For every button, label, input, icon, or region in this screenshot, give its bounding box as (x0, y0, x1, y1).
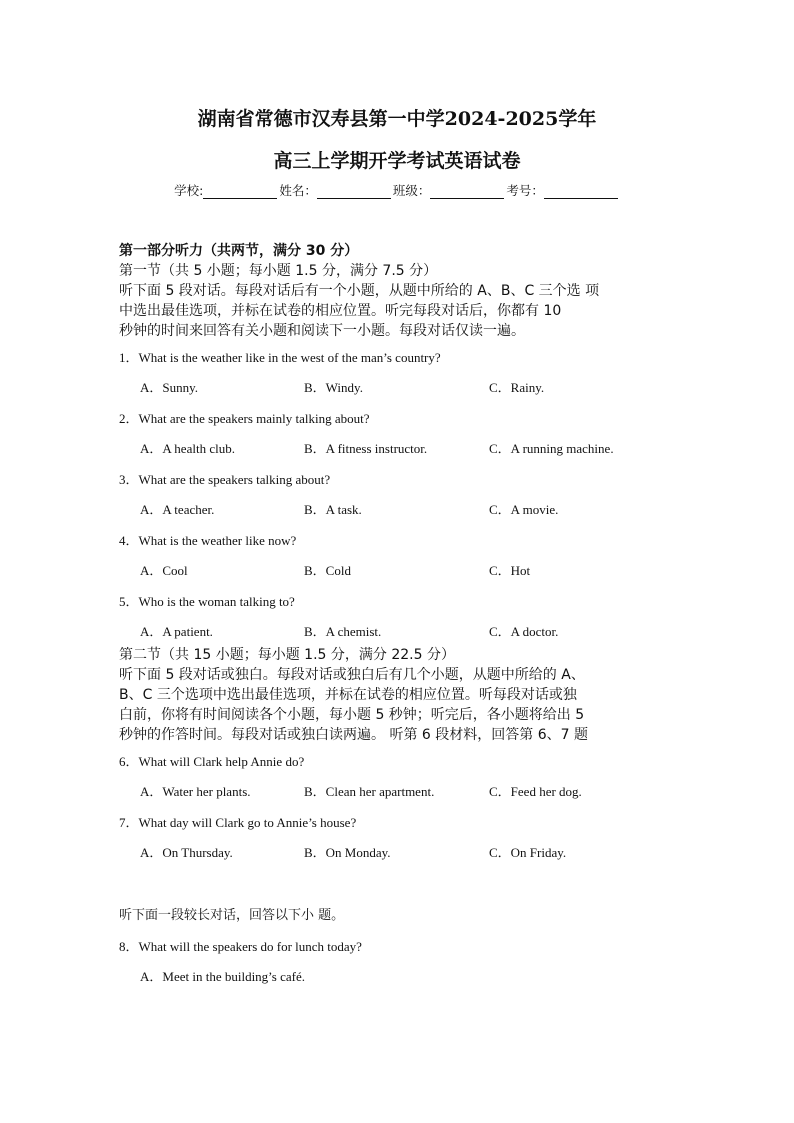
number-blank (544, 185, 618, 199)
question-options (119, 968, 679, 986)
question-options (119, 501, 679, 519)
name-label: 姓名： (279, 183, 317, 198)
question-options (119, 379, 679, 397)
part1-heading: 第一部分听力（共两节，满分 30 分） (119, 243, 359, 259)
option-c: C．A movie. (489, 502, 559, 517)
option-b: B．Clean her apartment. (304, 784, 435, 799)
option-c: C．A doctor. (489, 624, 559, 639)
option-a: A．Meet in the building’s café. (140, 969, 305, 984)
option-b: B．A fitness instructor. (304, 441, 428, 456)
question-stem: 1．What is the weather like in the west of the man’s country? (119, 350, 441, 365)
option-a: A．On Thursday. (140, 845, 233, 860)
option-a: A．A patient. (140, 624, 213, 639)
section2-heading: 第二节（共 15 小题；每小题 1.5 分，满分 22.5 分） (119, 647, 455, 663)
student-info-row (0, 181, 794, 199)
class-blank (430, 185, 504, 199)
exam-title-line2: 高三上学期开学考试英语试卷 (273, 150, 521, 172)
question-options (119, 562, 679, 580)
school-label: 学校: (174, 183, 204, 198)
name-blank (317, 185, 391, 199)
section1-heading: 第一节（共 5 小题；每小题 1.5 分，满分 7.5 分） (119, 263, 438, 279)
option-c: C．Rainy. (489, 380, 545, 395)
section2-instruction-line: 听下面 5 段对话或独白。每段对话或独白后有几个小题，从题中所给的 A、 (119, 667, 585, 683)
school-blank (203, 185, 277, 199)
option-a: A．Sunny. (140, 380, 199, 395)
option-b: B．Cold (304, 563, 351, 578)
option-a: A．Water her plants. (140, 784, 251, 799)
option-b: B．A chemist. (304, 624, 382, 639)
section2-instruction-line: B、C 三个选项中选出最佳选项，并标在试卷的相应位置。听每段对话或独 (119, 687, 577, 703)
question-stem: 7．What day will Clark go to Annie’s house? (119, 815, 357, 830)
option-c: C．Hot (489, 563, 531, 578)
section1-instruction-line: 秒钟的时间来回答有关小题和阅读下一小题。每段对话仅读一遍。 (119, 323, 525, 339)
option-a: A．Cool (140, 563, 188, 578)
question-stem: 3．What are the speakers talking about? (119, 472, 331, 487)
section2-instruction-line: 白前，你将有时间阅读各个小题，每小题 5 秒钟；听完后，各小题将给出 5 (119, 707, 585, 723)
question-stem: 5．Who is the woman talking to? (119, 594, 295, 609)
question-stem: 4．What is the weather like now? (119, 533, 297, 548)
option-c: C．On Friday. (489, 845, 567, 860)
option-b: B．A task. (304, 502, 362, 517)
question-stem: 2．What are the speakers mainly talking about? (119, 411, 370, 426)
class-label: 班级： (392, 183, 431, 198)
option-c: C．Feed her dog. (489, 784, 582, 799)
question-stem: 8．What will the speakers do for lunch today? (119, 939, 362, 954)
number-label: 考号： (506, 183, 544, 198)
question-stem: 6．What will Clark help Annie do? (119, 754, 305, 769)
question-options (119, 783, 679, 801)
section1-instruction-line: 听下面 5 段对话。每段对话后有一个小题，从题中所给的 A、B、C 三个选 项 (119, 283, 600, 299)
section1-instruction-line: 中选出最佳选项，并标在试卷的相应位置。听完每段对话后，你都有 10 (119, 303, 562, 319)
option-a: A．A health club. (140, 441, 235, 456)
option-c: C．A running machine. (489, 441, 614, 456)
section2-instruction-line: 秒钟的作答时间。每段对话或独白读两遍。 听第 6 段材料，回答第 6、7 题 (119, 727, 588, 743)
question-options (119, 440, 679, 458)
long-dialogue-note: 听下面一段较长对话，回答以下小 题。 (119, 908, 345, 923)
question-options (119, 844, 679, 862)
exam-title-line1: 湖南省常德市汉寿县第一中学2024-2025学年 (197, 108, 597, 130)
exam-content (119, 241, 679, 986)
option-b: B．On Monday. (304, 845, 391, 860)
option-b: B．Windy. (304, 380, 363, 395)
question-options (119, 623, 679, 641)
option-a: A．A teacher. (140, 502, 215, 517)
